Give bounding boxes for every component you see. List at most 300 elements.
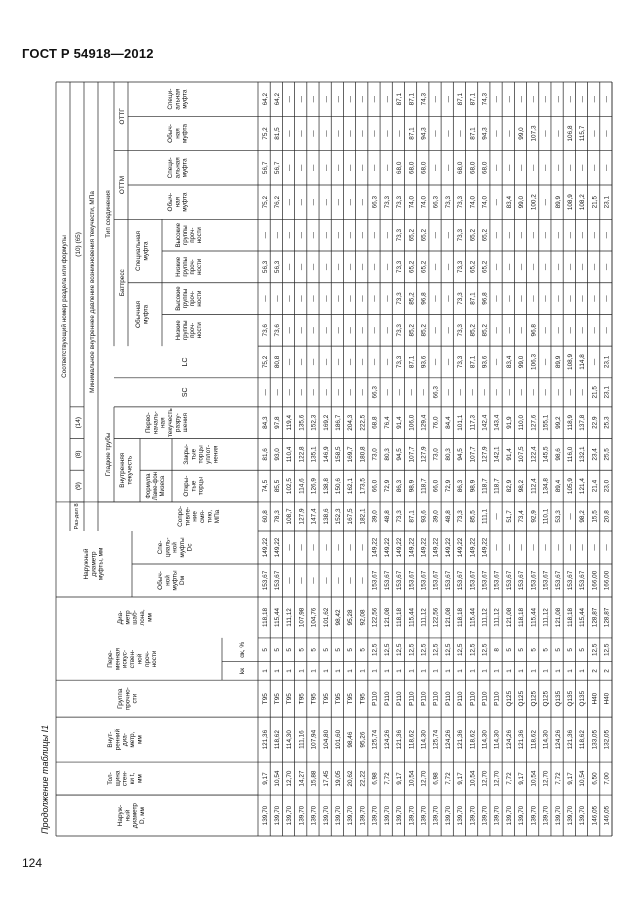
table-cell: — [322, 263, 330, 271]
table-cell: 139,70 [518, 805, 526, 826]
table-cell: 17,45 [322, 770, 330, 787]
table-cell: 73,3 [457, 292, 465, 305]
table-cell: 180,8 [359, 446, 367, 463]
table-cell: — [286, 263, 294, 271]
table-cell: 143,4 [493, 414, 501, 431]
table-cell: 12,70 [420, 770, 428, 787]
table-cell: 116,0 [566, 446, 574, 463]
table-cell: 48,8 [444, 510, 452, 523]
table-cell: 96,8 [420, 292, 428, 305]
table-cell: 173,5 [359, 478, 367, 495]
table-cell: — [566, 95, 574, 103]
table-cell: 106,8 [566, 125, 574, 142]
header-col-d: диа- [121, 733, 129, 747]
header-higher-grade: группы [182, 288, 190, 309]
table-cell: — [591, 263, 599, 271]
table-cell: 66,3 [432, 386, 440, 399]
table-cell: — [579, 231, 587, 239]
table-cell: — [444, 231, 452, 239]
table-cell: — [518, 231, 526, 239]
table-cell: — [298, 231, 306, 239]
table-cell: 78,3 [273, 510, 281, 523]
header-col-grade: Группа [117, 688, 124, 709]
table-cell: — [518, 295, 526, 302]
table-cell: 98,42 [335, 609, 343, 626]
table-cell: 153,67 [408, 570, 416, 591]
table-cell: 85,2 [408, 324, 416, 337]
table-cell: 98,46 [347, 731, 355, 748]
table-cell: H40 [591, 692, 599, 705]
table-cell: 82,9 [505, 479, 513, 493]
table-cell: 128,87 [591, 607, 599, 628]
table-cell: 84,4 [444, 416, 452, 429]
table-cell: — [591, 231, 599, 239]
table-cell: P110 [457, 691, 465, 706]
header-higher-grade: проч- [189, 290, 197, 307]
table-cell: 121,08 [554, 607, 562, 628]
table-cell: — [335, 577, 343, 584]
header-group-coupling: диаметр [90, 551, 98, 577]
table-cell: 118,7 [493, 478, 501, 494]
table-cell: 1 [310, 669, 318, 673]
table-cell: 158,5 [335, 446, 343, 463]
table-cell: — [457, 389, 465, 396]
header-ottg-std: ная [174, 128, 182, 139]
table-cell: 153,67 [273, 570, 281, 591]
header-ottm-std: ная [174, 196, 182, 208]
table-cell: — [444, 164, 452, 172]
table-cell: 182,1 [359, 508, 367, 525]
table-cell: 1 [579, 669, 587, 673]
table-cell: 74,3 [420, 92, 428, 106]
table-cell: P110 [396, 691, 404, 706]
table-cell: 1 [273, 669, 281, 673]
table-cell: — [335, 358, 343, 366]
header-col-initial: началь- [152, 411, 160, 435]
table-cell: 73,3 [457, 324, 465, 337]
header-higher-grade: Высокие [175, 222, 182, 248]
table-cell: — [359, 95, 367, 103]
header-col-drift: Диа- [117, 610, 124, 625]
table-cell: — [310, 389, 318, 396]
table-cell: — [286, 198, 294, 206]
table-cell: 98,6 [554, 448, 562, 461]
header-col-std-coupling: ной [164, 575, 172, 586]
table-cell: 169,2 [322, 414, 330, 431]
table-cell: — [579, 263, 587, 271]
table-cell: 5 [347, 648, 355, 652]
table-cell: — [542, 327, 550, 334]
table-cell: 139,70 [408, 805, 416, 826]
header-col-collapse: тивле- [184, 506, 192, 527]
header-col-openend: тые [190, 480, 198, 492]
table-cell: — [298, 327, 306, 334]
table-cell: 19,05 [335, 770, 343, 787]
table-cell: 122,4 [530, 446, 538, 463]
header-col-closedend: торцы [197, 445, 205, 464]
table-cell: 134,8 [542, 478, 550, 495]
table-cell: — [322, 95, 330, 103]
table-cell: 115,44 [273, 607, 281, 627]
table-cell: 132,1 [579, 446, 587, 463]
table-cell: 23,4 [591, 448, 599, 461]
table-cell: — [579, 327, 587, 334]
table-cell: 139,70 [566, 805, 574, 826]
table-cell: 104,80 [322, 729, 330, 750]
table-cell: 74,3 [481, 92, 489, 106]
table-cell: 127,9 [481, 446, 489, 463]
table-cell: 124,26 [505, 729, 513, 750]
table-cell: — [286, 327, 294, 334]
table-cell: — [261, 295, 269, 302]
table-cell: 73,3 [444, 195, 452, 209]
table-cell: — [359, 231, 367, 239]
header-higher-grade: ности [196, 290, 204, 307]
table-cell: 81,5 [273, 127, 281, 140]
table-cell: — [566, 295, 574, 302]
table-cell: 138,8 [322, 478, 330, 495]
header-ottm-spec: Специ- [167, 157, 174, 179]
table-cell: 186,7 [335, 414, 343, 431]
table-cell: 96,8 [481, 292, 489, 305]
table-cell: P110 [469, 691, 477, 706]
table-cell: — [322, 327, 330, 334]
table-cell: 68,0 [420, 161, 428, 175]
table-cell: 139,70 [432, 805, 440, 826]
header-col-kk: kк [239, 667, 246, 674]
table-cell: Q135 [566, 690, 574, 707]
table-cell: — [347, 130, 355, 137]
table-cell: 12,70 [493, 770, 501, 787]
table-cell: — [444, 327, 452, 334]
header-ref: (9) [75, 482, 82, 490]
table-cell: 68,0 [396, 161, 404, 175]
header-pressure-title: Минимальное внутреннее давление возникновения текучести, МПа [89, 191, 96, 393]
table-cell: 121,4 [579, 478, 587, 495]
table-cell: — [383, 95, 391, 103]
table-cell: 107,7 [408, 446, 416, 463]
table-cell: — [444, 130, 452, 137]
table-caption: Продолжение таблицы I1 [40, 724, 50, 834]
table-cell: 5 [261, 648, 269, 652]
table-cell: 139,70 [493, 805, 501, 826]
header-lower-grade: Низкие [175, 256, 182, 277]
table-cell: 149,22 [481, 537, 489, 558]
table-cell: 94,3 [420, 127, 428, 140]
table-cell: — [383, 358, 391, 366]
table-cell: — [371, 358, 379, 366]
table-cell: 127,9 [420, 446, 428, 463]
table-cell: T95 [359, 693, 367, 705]
table-cell: 118,62 [530, 730, 538, 750]
table-cell: P110 [444, 691, 452, 706]
table-cell: 169,7 [347, 446, 355, 463]
table-cell: 121,36 [396, 729, 404, 750]
table-cell: 118,62 [469, 730, 477, 750]
table-cell: — [347, 164, 355, 172]
table-cell: 139,70 [420, 805, 428, 826]
table-cell: Q125 [518, 690, 526, 707]
table-cell: — [396, 389, 404, 396]
table-cell: — [493, 130, 501, 137]
table-cell: — [383, 389, 391, 396]
table-cell: 106,0 [408, 414, 416, 431]
table-cell: 5 [554, 648, 562, 652]
table-cell: 115,44 [469, 607, 477, 627]
header-col-spec-coupling: Dс [186, 543, 194, 552]
table-cell: 87,1 [469, 355, 477, 369]
table-cell: 119,4 [286, 414, 294, 431]
table-cell: 87,1 [408, 355, 416, 369]
table-cell: 108,7 [286, 508, 294, 525]
table-cell: — [371, 95, 379, 103]
table-cell: — [335, 544, 343, 551]
table-cell: 65,2 [481, 228, 489, 242]
table-cell: 118,18 [566, 607, 574, 627]
table-cell: 166,00 [591, 570, 599, 591]
continued-table [22, 78, 616, 848]
table-cell: T95 [322, 693, 330, 705]
table-cell: 114,30 [542, 730, 550, 750]
header-col-initial: разру- [174, 413, 182, 433]
table-cell: 1 [481, 669, 489, 673]
table-cell: 39,0 [371, 510, 379, 523]
table-cell: — [493, 198, 501, 206]
header-buttress-std: муфта [142, 304, 150, 324]
table-cell: — [335, 327, 343, 334]
table-cell: 85,5 [469, 510, 477, 523]
table-cell: — [335, 164, 343, 172]
table-cell: 153,67 [518, 570, 526, 591]
table-cell: — [310, 198, 318, 206]
table-cell: — [444, 389, 452, 396]
table-cell: — [530, 263, 538, 271]
table-cell: 48,8 [383, 510, 391, 523]
table-cell: — [335, 95, 343, 103]
table-cell: 93,6 [420, 355, 428, 369]
table-cell: 87,1 [469, 127, 477, 140]
table-cell: 114,8 [579, 354, 587, 370]
table-cell: 94,5 [457, 448, 465, 461]
header-col-initial: шения [181, 413, 189, 433]
table-cell: — [542, 164, 550, 172]
table-cell: — [261, 389, 269, 396]
table-cell: — [383, 295, 391, 302]
header-col-collapse: тию, [206, 509, 214, 523]
header-col-D: ный [124, 809, 132, 822]
table-cell: 83,4 [505, 355, 513, 369]
table-cell: 146,9 [322, 446, 330, 463]
table-cell: 93,6 [481, 355, 489, 369]
header-col-t: стен- [121, 770, 129, 787]
table-cell: 167,5 [347, 508, 355, 525]
header-col-openend: Откры- [183, 475, 190, 497]
table-cell: 139,70 [444, 805, 452, 826]
table-cell: — [579, 544, 587, 551]
table-cell: 114,30 [481, 730, 489, 750]
table-cell: 5 [286, 648, 294, 652]
table-cell: 12,70 [481, 770, 489, 787]
table-cell: 5 [505, 648, 513, 652]
table-cell: 99,0 [518, 127, 526, 140]
table-cell: 108,9 [566, 194, 574, 211]
table-cell: — [273, 231, 281, 239]
table-cell: 153,67 [579, 570, 587, 591]
table-cell: 139,70 [396, 805, 404, 826]
table-cell: 80,3 [383, 448, 391, 461]
table-cell: — [335, 198, 343, 206]
table-cell: 56,7 [261, 161, 269, 175]
table-cell: 23,1 [603, 355, 611, 369]
header-ottm-std: муфта [181, 192, 189, 212]
table-cell: — [554, 544, 562, 551]
table-cell: — [518, 164, 526, 172]
header-lower-grade: проч- [189, 259, 197, 275]
table-cell: — [603, 544, 611, 551]
table-cell: 152,3 [335, 508, 343, 525]
table-cell: 15,88 [310, 770, 318, 787]
header-col-d: ренний [114, 728, 122, 751]
table-cell: 7,72 [444, 772, 452, 785]
table-cell: — [298, 164, 306, 172]
table-cell: — [493, 164, 501, 172]
header-ottg-spec: муфта [181, 89, 189, 109]
table-cell: — [347, 327, 355, 334]
table-cell: 5 [530, 648, 538, 652]
table-cell: 6,98 [432, 772, 440, 785]
table-cell: 7,00 [603, 772, 611, 785]
table-cell: — [286, 577, 294, 584]
table-cell: 1 [396, 669, 404, 673]
table-cell: — [542, 231, 550, 239]
table-cell: P110 [420, 691, 428, 706]
table-cell: 23,0 [603, 479, 611, 493]
table-cell: 22,22 [359, 770, 367, 787]
table-cell: 127,9 [298, 508, 306, 525]
table-cell: — [298, 198, 306, 206]
table-cell: 139,70 [383, 805, 391, 826]
table-cell: 99,0 [518, 195, 526, 209]
table-cell: — [505, 327, 513, 334]
table-cell: — [542, 389, 550, 396]
table-cell: 142,1 [493, 446, 501, 463]
table-cell: 66,3 [371, 195, 379, 209]
table-cell: Q135 [554, 690, 562, 707]
table-cell: 98,9 [408, 479, 416, 493]
header-col-std-coupling: Dм [179, 575, 187, 585]
table-cell: 98,2 [579, 510, 587, 523]
table-cell: — [273, 295, 281, 302]
table-cell: — [505, 164, 513, 172]
table-cell: 12,5 [481, 643, 489, 657]
table-cell: — [371, 164, 379, 172]
table-cell: — [347, 295, 355, 302]
table-cell: — [310, 164, 318, 172]
table-cell: 108,9 [566, 353, 574, 370]
table-cell: 204,3 [347, 414, 355, 431]
table-cell: 114,30 [420, 730, 428, 750]
header-higher-grade: проч- [189, 227, 197, 243]
table-cell: 149,22 [371, 537, 379, 558]
header-internal-yield: текучесть [126, 455, 134, 485]
header-col-D: диаметр [131, 802, 139, 829]
table-cell: — [286, 295, 294, 302]
table-cell: H40 [603, 692, 611, 705]
table-cell: 95,28 [347, 609, 355, 626]
table-cell: — [322, 358, 330, 366]
table-cell: 66,0 [371, 479, 379, 493]
table-cell: 68,0 [469, 161, 477, 175]
table-cell: — [322, 164, 330, 172]
header-col-openend: торцы [197, 476, 205, 496]
table-cell: — [359, 327, 367, 334]
table-cell: 118,9 [566, 414, 574, 431]
table-cell: — [518, 389, 526, 396]
table-cell: — [505, 130, 513, 137]
table-cell: 73,0 [432, 448, 440, 461]
table-cell: — [383, 327, 391, 334]
table-cell: 65,2 [469, 228, 477, 242]
table-cell: 73,3 [383, 195, 391, 209]
header-col-spec-coupling: циаль- [164, 537, 172, 558]
table-cell: — [505, 544, 513, 551]
table-cell: — [322, 198, 330, 206]
table-cell: 5 [359, 648, 367, 652]
table-cell: P110 [481, 691, 489, 706]
table-cell: 139,70 [542, 805, 550, 826]
table-cell: — [347, 577, 355, 584]
header-col-closedend: тые [190, 448, 198, 460]
table-cell: 1 [383, 669, 391, 673]
table-cell: 118,62 [579, 730, 587, 750]
table-cell: 73,3 [396, 510, 404, 523]
table-cell: — [579, 295, 587, 302]
table-cell: 139,70 [347, 805, 355, 826]
table-cell: 147,4 [310, 508, 318, 525]
header-ottg-std: Обыч- [167, 124, 174, 143]
table-cell: — [518, 263, 526, 271]
header-col-t: мм [136, 774, 144, 783]
table-cell: — [603, 164, 611, 172]
table-cell: — [310, 95, 318, 103]
table-cell: 72,9 [383, 479, 391, 493]
table-cell: 97,8 [273, 416, 281, 429]
table-cell: 111,16 [298, 730, 306, 749]
table-cell: 1 [432, 669, 440, 673]
table-cell: 139,70 [579, 805, 587, 826]
table-cell: 118,18 [518, 607, 526, 627]
table-cell: — [457, 130, 465, 137]
table-cell: — [566, 513, 574, 520]
table-cell: — [335, 130, 343, 137]
table-cell: 111,12 [286, 608, 294, 627]
table-cell: 91,4 [396, 416, 404, 429]
header-ref-right: (10) (65) [75, 232, 82, 257]
table-cell: — [493, 358, 501, 366]
table-cell: 1 [469, 669, 477, 673]
table-cell: 92,08 [359, 609, 367, 626]
table-cell: 110,1 [542, 508, 550, 525]
table-cell: 12,5 [469, 643, 477, 657]
table-cell: — [298, 389, 306, 396]
table-cell: 80,3 [444, 448, 452, 461]
table-cell: 121,36 [566, 729, 574, 750]
table-cell: P110 [408, 691, 416, 706]
table-cell: 10,54 [408, 770, 416, 787]
table-cell: 87,1 [408, 510, 416, 523]
table-cell: 1 [457, 669, 465, 673]
table-cell: — [286, 130, 294, 137]
